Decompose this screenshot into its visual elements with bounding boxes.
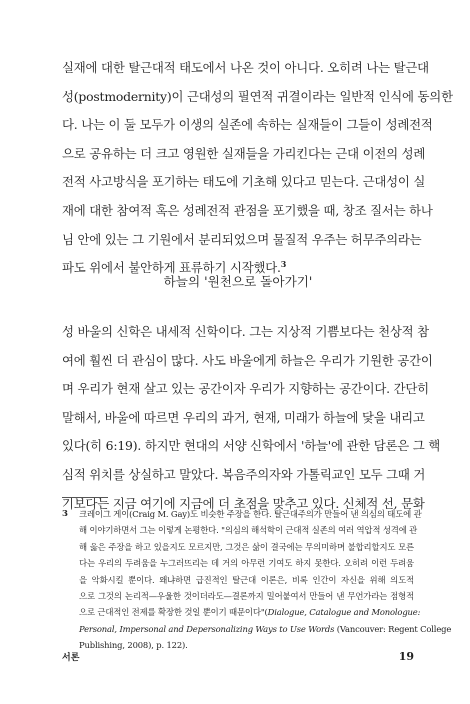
footnote-line (79, 604, 421, 620)
section-heading: 하늘의 '원천으로 돌아가기' (163, 274, 313, 289)
running-head: 서론 (62, 653, 80, 663)
footnote-body (79, 506, 452, 654)
footnote-divider (62, 497, 108, 498)
paragraph-2 (62, 318, 441, 518)
body-line-text: 파도 위에서 불안하게 표류하기 시작했다. (62, 260, 281, 276)
page-number: 19 (398, 650, 414, 663)
body-line: 전적 사고방식을 포기하는 태도에 기초해 있다고 믿는다. 근대성이 실 (62, 174, 426, 190)
footnote-line (79, 621, 452, 637)
footnote-text: 으로 근대적인 전제를 확장한 것일 뿐이기 때문이다"( (79, 607, 268, 618)
footnote-line: 다는 우리의 두려움을 누그러뜨리는 데 거의 아무런 기여도 하지 못한다. 오히려 이런 두려움 (79, 558, 414, 569)
footnote-publisher: (Vancouver: Regent College (334, 623, 452, 634)
footnote-reference[interactable]: 3 (280, 259, 287, 270)
body-line: 성(postmodernity)이 근대성의 필연적 귀결이라는 일반적 인식에 동의한 (62, 88, 453, 104)
body-line: 성 바울의 신학은 내세적 신학이다. 그는 지상적 기쁨보다는 천상적 참 (62, 324, 429, 339)
footnote-line: 크레이그 게이(Craig M. Gay)도 비슷한 주장을 한다. 탈근대주의가 만들어 낸 의심의 태도에 관 (79, 509, 422, 519)
body-line: 다. 나는 이 둘 모두가 이생의 실존에 속하는 실재들이 그들이 성례전적 (62, 117, 433, 133)
body-line: 여에 훨씬 더 관심이 많다. 사도 바울에게 하늘은 우리가 기원한 공간이 (62, 352, 433, 368)
paragraph-1 (62, 54, 453, 283)
body-line: 심적 위치를 상실하고 말았다. 복음주의자와 가톨릭교인 모두 그때 거 (62, 466, 426, 482)
footnote-line-last: Publishing, 2008), p. 122). (79, 640, 188, 651)
body-line: 님 안에 있는 그 기원에서 분리되었으며 물질적 우주는 허무주의라는 (62, 231, 422, 247)
body-line: 기보다는 지금 여기에 지금에 더 초점을 맞추고 있다. 신체적 선, 문화 (62, 495, 425, 511)
body-line: 으로 공유하는 더 크고 영원한 실재들을 가리킨다는 근대 이전의 성례 (62, 145, 426, 161)
body-line: 말해서, 바울에 따르면 우리의 과거, 현재, 미래가 하늘에 닻을 내리고 (62, 409, 425, 425)
book-subtitle-italic: Personal, Impersonal and Depersonalizing Ways to Use Words (79, 623, 335, 634)
footnote-line: 해 이야기하면서 그는 이렇게 논평한다. "의심의 해석학이 근대적 실존의 여러 역압적 성격에 관 (79, 525, 418, 536)
body-line: 실재에 대한 탈근대적 태도에서 나온 것이 아니다. 오히려 나는 탈근대 (62, 60, 429, 75)
footnote-number: 3 (62, 509, 68, 519)
body-line: 며 우리가 현재 살고 있는 공간이자 우리가 지향하는 공간이다. 간단히 (62, 381, 429, 397)
footnote-line: 으로 그것의 논리적—우울한 것이더라도—결론까지 밀어붙여서 만들어 낸 무언가라는 점형적 (79, 590, 414, 601)
body-line: 재에 대한 참여적 혹은 성례전적 관점을 포기했을 때, 창조 질서는 하나 (62, 202, 433, 218)
body-line: 있다(히 6:19). 하지만 현대의 서양 신학에서 '하늘'에 관한 담론은 그 핵 (62, 438, 441, 454)
footnote-line: 을 악화시킬 뿐이다. 왜냐하면 급진적인 탈근대 이론은, 비록 인간이 자신을 위해 의도적 (79, 574, 414, 585)
footnote-line: 해 옳은 주장을 하고 있을지도 모르지만, 그것은 삶이 결국에는 무의미하며 불합리할지도 모른 (79, 541, 414, 552)
book-title-italic: Dialogue, Catalogue and Monologue: (267, 607, 421, 618)
